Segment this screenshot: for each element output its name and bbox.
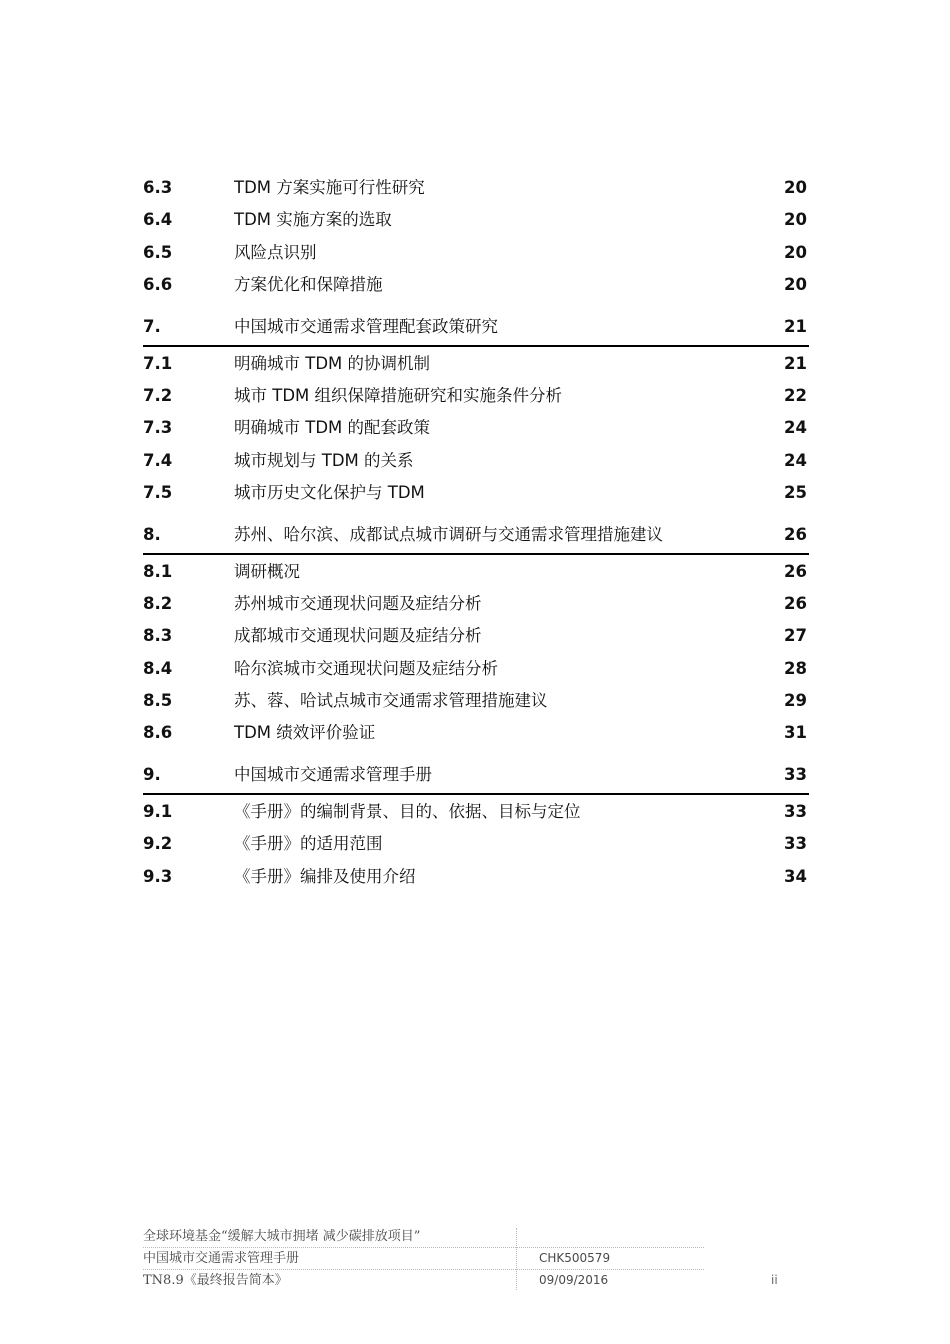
toc-entry[interactable] [143, 269, 809, 301]
toc-entry[interactable] [143, 653, 809, 685]
page-footer [143, 1226, 793, 1292]
footer-row [143, 1248, 704, 1270]
toc-entry-title: 风险点识别 [234, 242, 317, 262]
toc-entry-page: 24 [784, 450, 807, 470]
toc-chapter-entry[interactable] [143, 518, 809, 555]
toc-entry[interactable] [143, 588, 809, 620]
toc-entry-page: 22 [784, 385, 807, 405]
toc-entry-number: 7.1 [143, 353, 173, 373]
toc-entry[interactable] [143, 412, 809, 444]
toc-entry-page: 27 [784, 626, 807, 646]
toc-entry-number: 8.1 [143, 561, 173, 581]
toc-entry-number: 7.4 [143, 450, 173, 470]
toc-entry[interactable] [143, 861, 809, 893]
toc-entry-title: 城市 TDM 组织保障措施研究和实施条件分析 [234, 385, 563, 405]
toc-entry-number: 9.1 [143, 801, 173, 821]
toc-entry-page: 33 [784, 834, 807, 854]
toc-entry[interactable] [143, 620, 809, 652]
toc-entry-title: TDM 实施方案的选取 [234, 210, 392, 230]
toc-entry-title: 调研概况 [234, 561, 300, 581]
toc-entry-page: 20 [784, 275, 807, 295]
toc-entry-page: 33 [784, 801, 807, 821]
footer-manual-title: 中国城市交通需求管理手册 [143, 1251, 300, 1266]
toc-entry-title: 哈尔滨城市交通现状问题及症结分析 [234, 658, 498, 678]
table-of-contents [143, 172, 809, 893]
toc-entry-number: 8.5 [143, 691, 173, 711]
toc-entry-number: 8.4 [143, 658, 173, 678]
footer-project-name: 全球环境基金“缓解大城市拥堵 减少碳排放项目” [143, 1229, 421, 1244]
footer-date: 09/09/2016 [539, 1273, 609, 1287]
footer-row [143, 1226, 704, 1248]
toc-entry-title: 城市历史文化保护与 TDM [234, 483, 425, 503]
toc-chapter-title: 中国城市交通需求管理手册 [234, 764, 432, 784]
toc-entry-number: 6.6 [143, 275, 173, 295]
toc-chapter-entry[interactable] [143, 310, 809, 347]
toc-entry-page: 26 [784, 561, 807, 581]
toc-chapter-entry[interactable] [143, 758, 809, 795]
toc-entry-page: 25 [784, 483, 807, 503]
toc-entry[interactable] [143, 380, 809, 412]
footer-page-number: ii [771, 1273, 778, 1287]
toc-entry[interactable] [143, 717, 809, 749]
toc-entry-title: 明确城市 TDM 的配套政策 [234, 418, 431, 438]
toc-entry-title: TDM 方案实施可行性研究 [234, 178, 425, 197]
toc-entry-title: 成都城市交通现状问题及症结分析 [234, 626, 482, 646]
toc-entry[interactable] [143, 445, 809, 477]
toc-entry-page: 34 [784, 866, 807, 886]
toc-entry-title: 明确城市 TDM 的协调机制 [234, 353, 431, 373]
toc-entry-page: 31 [784, 723, 807, 743]
toc-entry-page: 20 [784, 242, 807, 262]
toc-chapter-number: 9. [143, 764, 161, 784]
footer-document-code: CHK500579 [539, 1251, 611, 1265]
toc-chapter-number: 8. [143, 524, 161, 544]
toc-entry-number: 8.3 [143, 626, 173, 646]
toc-chapter-page: 21 [784, 316, 807, 336]
toc-entry[interactable] [143, 828, 809, 860]
toc-entry-page: 21 [784, 353, 807, 373]
toc-entry[interactable] [143, 796, 809, 828]
toc-entry[interactable] [143, 477, 809, 509]
toc-chapter-title: 苏州、哈尔滨、成都试点城市调研与交通需求管理措施建议 [234, 524, 663, 544]
toc-entry-page: 29 [784, 691, 807, 711]
footer-report-title: TN8.9《最终报告简本》 [143, 1273, 288, 1288]
toc-entry[interactable] [143, 348, 809, 380]
toc-entry-page: 20 [784, 210, 807, 230]
toc-entry[interactable] [143, 204, 809, 236]
toc-entry-number: 7.3 [143, 418, 173, 438]
toc-entry-number: 6.4 [143, 210, 173, 230]
toc-entry-title: 苏州城市交通现状问题及症结分析 [234, 593, 482, 613]
toc-entry-number: 8.6 [143, 723, 173, 743]
toc-chapter-page: 33 [784, 764, 807, 784]
toc-entry-title: 《手册》的编制背景、目的、依据、目标与定位 [234, 801, 581, 821]
toc-chapter-page: 26 [784, 524, 807, 544]
toc-entry-number: 6.5 [143, 242, 173, 262]
toc-entry-number: 6.3 [143, 178, 173, 197]
toc-entry-number: 8.2 [143, 593, 173, 613]
toc-entry-number: 7.5 [143, 483, 173, 503]
toc-entry[interactable] [143, 237, 809, 269]
toc-entry[interactable] [143, 172, 809, 204]
toc-entry-title: TDM 绩效评价验证 [234, 723, 376, 743]
toc-entry-title: 城市规划与 TDM 的关系 [234, 450, 414, 470]
toc-entry-page: 26 [784, 593, 807, 613]
toc-entry-number: 9.2 [143, 834, 173, 854]
toc-chapter-number: 7. [143, 316, 161, 336]
toc-entry[interactable] [143, 685, 809, 717]
toc-entry-title: 《手册》的适用范围 [234, 834, 383, 854]
toc-entry-number: 7.2 [143, 385, 173, 405]
toc-entry-title: 苏、蓉、哈试点城市交通需求管理措施建议 [234, 691, 548, 711]
toc-entry-title: 《手册》编排及使用介绍 [234, 866, 416, 886]
toc-entry-page: 20 [784, 178, 807, 197]
toc-entry[interactable] [143, 556, 809, 588]
toc-entry-title: 方案优化和保障措施 [234, 275, 383, 295]
footer-row [143, 1270, 793, 1291]
toc-chapter-title: 中国城市交通需求管理配套政策研究 [234, 316, 498, 336]
toc-entry-page: 24 [784, 418, 807, 438]
toc-entry-page: 28 [784, 658, 807, 678]
toc-entry-number: 9.3 [143, 866, 173, 886]
